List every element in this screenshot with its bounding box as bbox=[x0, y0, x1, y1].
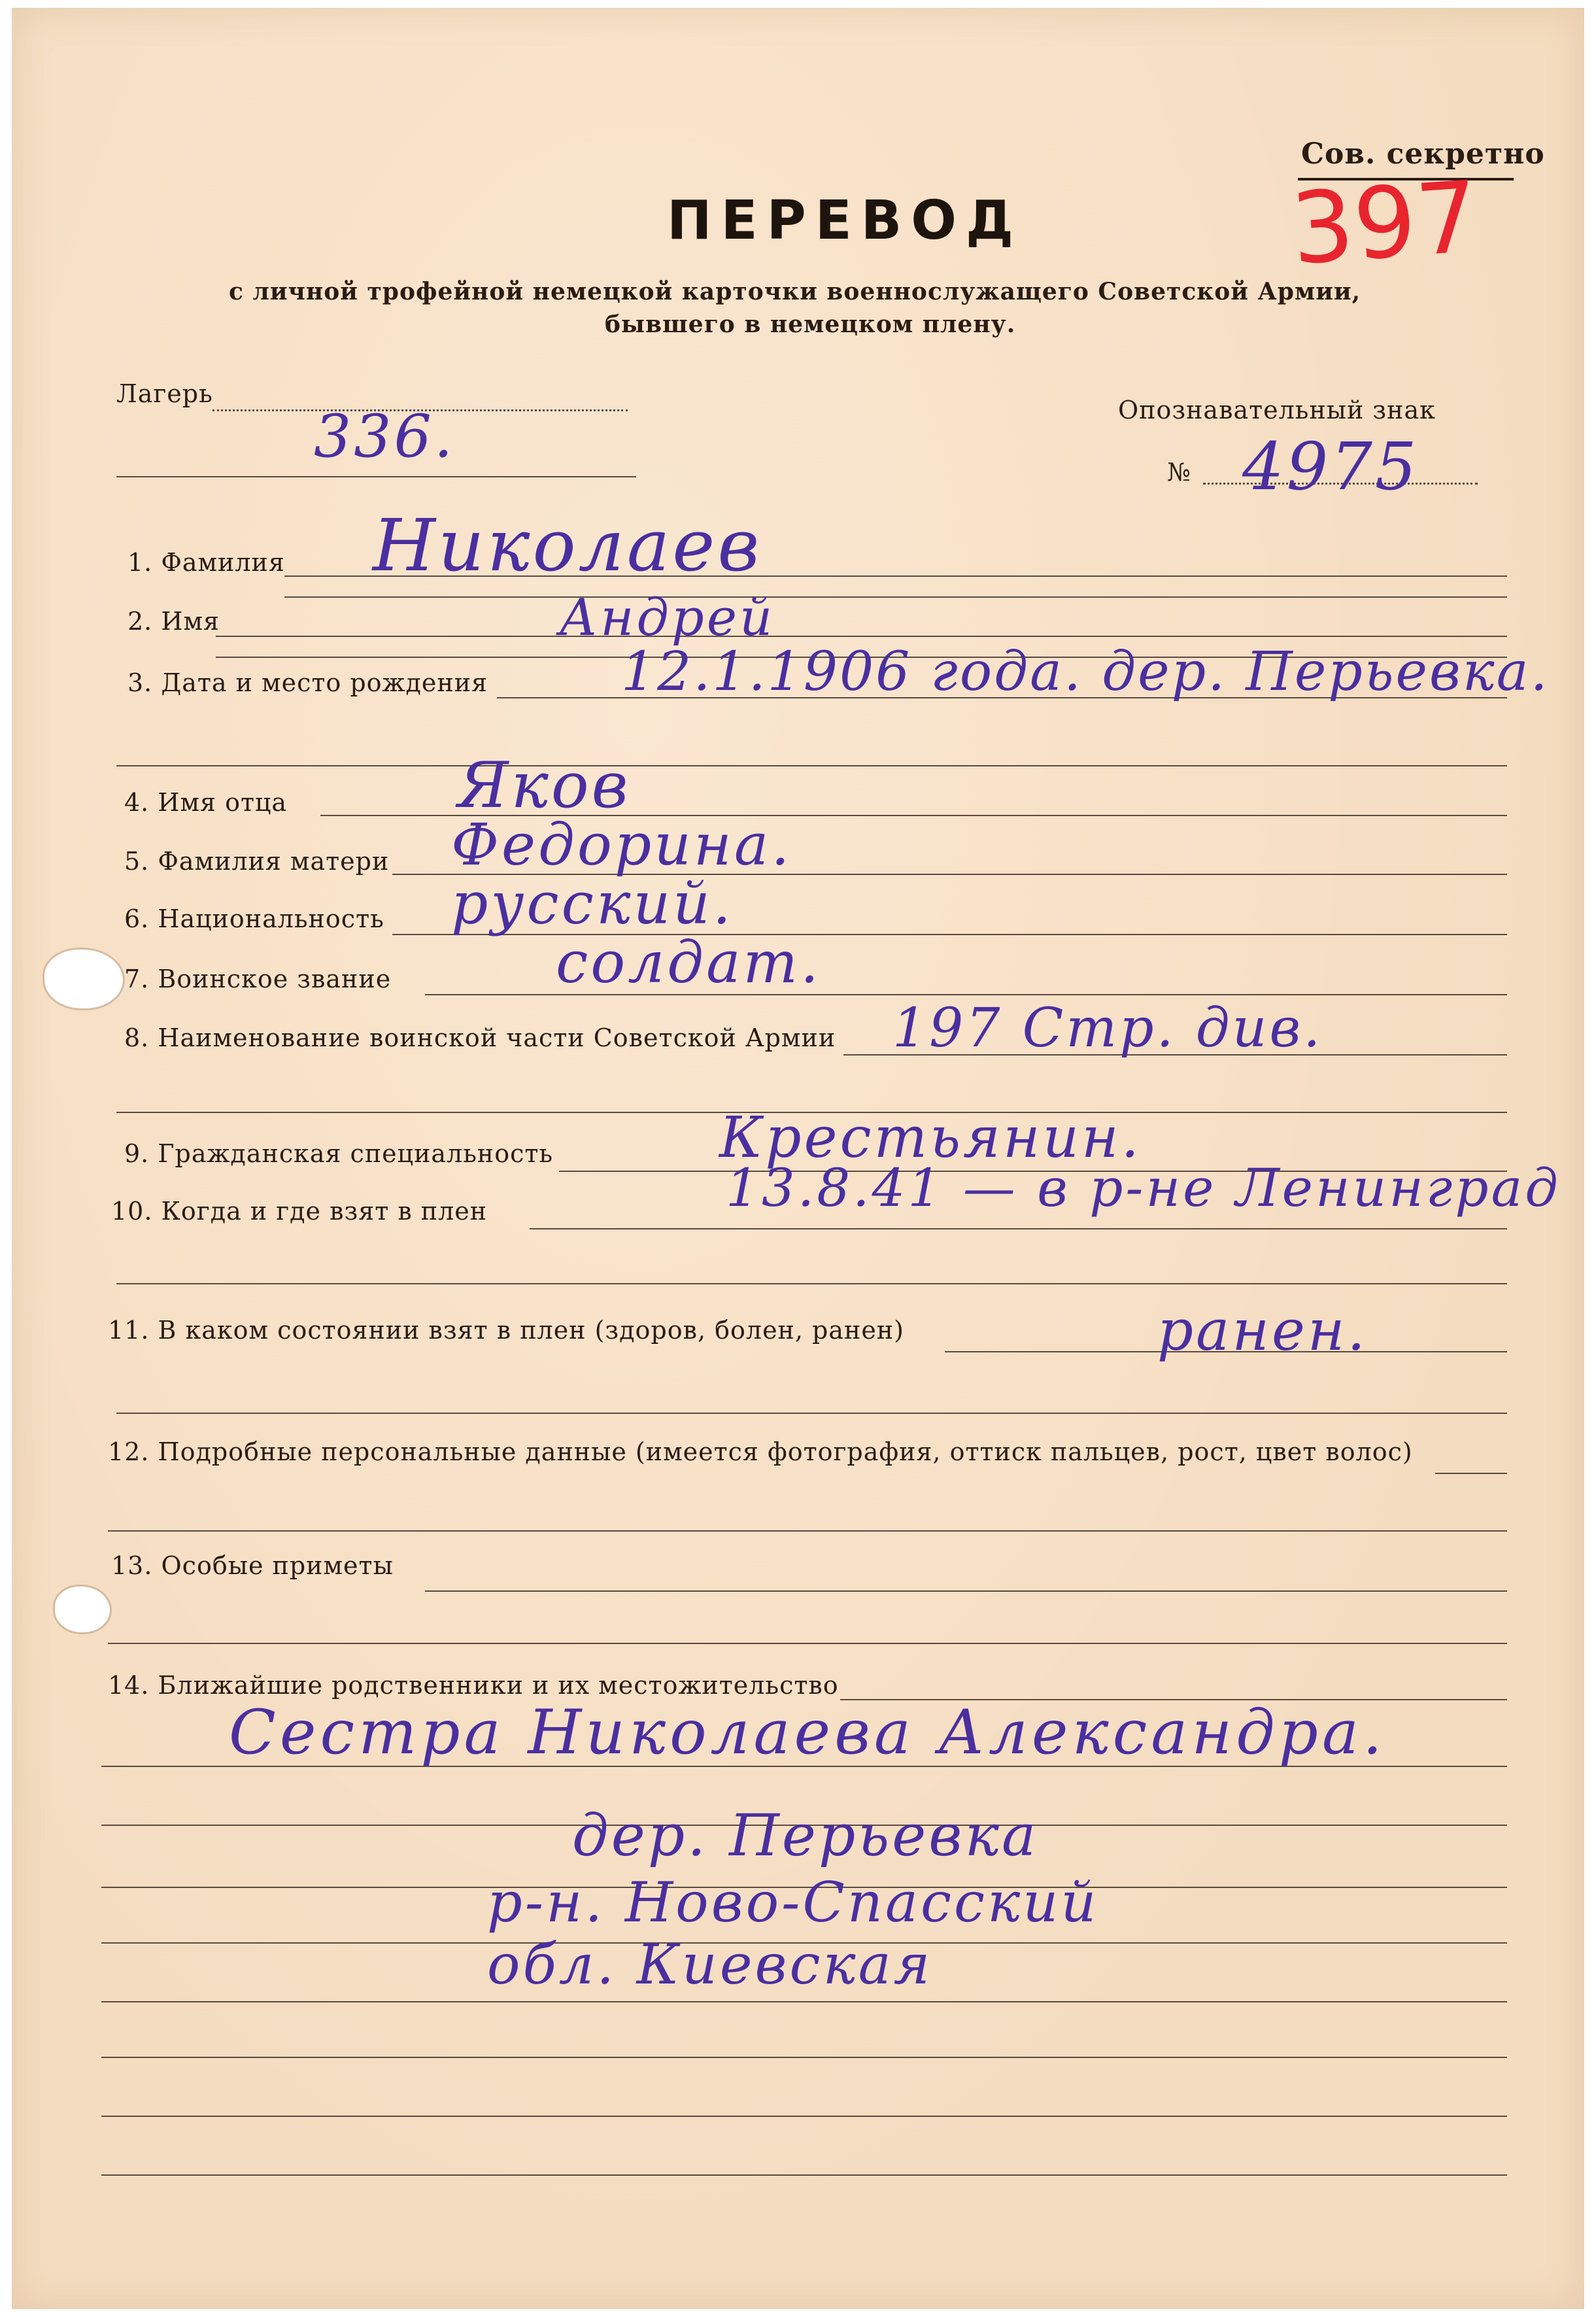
page-subtitle-line2: бывшего в немецком плену. bbox=[605, 311, 1016, 338]
field-name-label: 2. Имя bbox=[127, 607, 220, 636]
rule-line bbox=[108, 1643, 1507, 1644]
rule-line bbox=[116, 1413, 1507, 1414]
field-unit-label: 8. Наименование воинской части Советской Армии bbox=[124, 1023, 836, 1052]
page-subtitle-line1: с личной трофейной немецкой карточки военнослужащего Советской Армии, bbox=[229, 278, 1361, 305]
field-father-value: Яков bbox=[458, 749, 631, 822]
field-name-line bbox=[216, 636, 1507, 637]
field-personal-data-line bbox=[1435, 1473, 1507, 1474]
field-captured-line bbox=[530, 1228, 1507, 1229]
id-tag-label: Опознавательный знак bbox=[1118, 396, 1436, 424]
field-surname-label: 1. Фамилия bbox=[127, 548, 285, 577]
relatives-line-2: дер. Перьевка bbox=[572, 1802, 1039, 1869]
document-number: 397 bbox=[1287, 160, 1483, 287]
relatives-line-4: обл. Киевская bbox=[487, 1932, 933, 1997]
field-rank-value: солдат. bbox=[556, 929, 821, 996]
field-condition-value: ранен. bbox=[1157, 1298, 1368, 1364]
rule-line bbox=[101, 2174, 1507, 2176]
field-personal-data-label: 12. Подробные персональные данные (имеется фотография, оттиск пальцев, рост, цвет волос) bbox=[108, 1437, 1413, 1466]
field-birth-value: 12.1.1906 года. дер. Перьевка. bbox=[621, 641, 1550, 703]
id-tag-number-sign: № bbox=[1167, 458, 1191, 487]
field-rank-label: 7. Воинское звание bbox=[124, 965, 392, 993]
id-tag-value: 4975 bbox=[1242, 428, 1419, 505]
field-relatives-label: 14. Ближайшие родственники и их местожительство bbox=[108, 1671, 839, 1700]
relatives-line-1: Сестра Николаева Александра. bbox=[229, 1697, 1386, 1768]
rule-line bbox=[108, 1530, 1507, 1532]
relatives-line-3: р-н. Ново-Спасский bbox=[487, 1870, 1099, 1934]
field-mother-value: Федорина. bbox=[451, 811, 792, 878]
punch-hole bbox=[55, 1587, 110, 1632]
camp-value: 336. bbox=[314, 402, 456, 471]
field-condition-label: 11. В каком состоянии взят в плен (здоров, болен, ранен) bbox=[108, 1316, 904, 1345]
rule-line bbox=[116, 765, 1507, 766]
field-captured-label: 10. Когда и где взят в плен bbox=[111, 1197, 488, 1226]
field-name-value: Андрей bbox=[559, 589, 775, 647]
page-title: ПЕРЕВОД bbox=[667, 190, 1023, 252]
punch-hole bbox=[44, 950, 123, 1008]
camp-label: Лагерь bbox=[116, 379, 213, 408]
camp-underline bbox=[116, 476, 636, 477]
rule-line bbox=[101, 2057, 1507, 2058]
field-mother-label: 5. Фамилия матери bbox=[124, 847, 390, 876]
classification-label: Сов. секретно bbox=[1301, 137, 1545, 171]
field-marks-line bbox=[425, 1590, 1507, 1592]
field-captured-value: 13.8.41 — в р-не Ленинград bbox=[726, 1158, 1561, 1218]
field-profession-value: Крестьянин. bbox=[719, 1105, 1142, 1171]
field-nationality-value: русский. bbox=[451, 870, 734, 937]
field-father-label: 4. Имя отца bbox=[124, 788, 288, 817]
field-birth-label: 3. Дата и место рождения bbox=[127, 668, 488, 697]
rule-line bbox=[284, 596, 1507, 598]
rule-line bbox=[101, 1766, 1507, 1767]
field-surname-value: Николаев bbox=[373, 504, 762, 587]
field-marks-label: 13. Особые приметы bbox=[111, 1551, 394, 1580]
rule-line bbox=[101, 2116, 1507, 2117]
field-profession-label: 9. Гражданская специальность bbox=[124, 1139, 554, 1168]
rule-line bbox=[116, 1283, 1507, 1284]
rule-line bbox=[101, 2001, 1507, 2002]
field-unit-value: 197 Стр. див. bbox=[892, 997, 1323, 1059]
field-nationality-label: 6. Национальность bbox=[124, 904, 384, 933]
